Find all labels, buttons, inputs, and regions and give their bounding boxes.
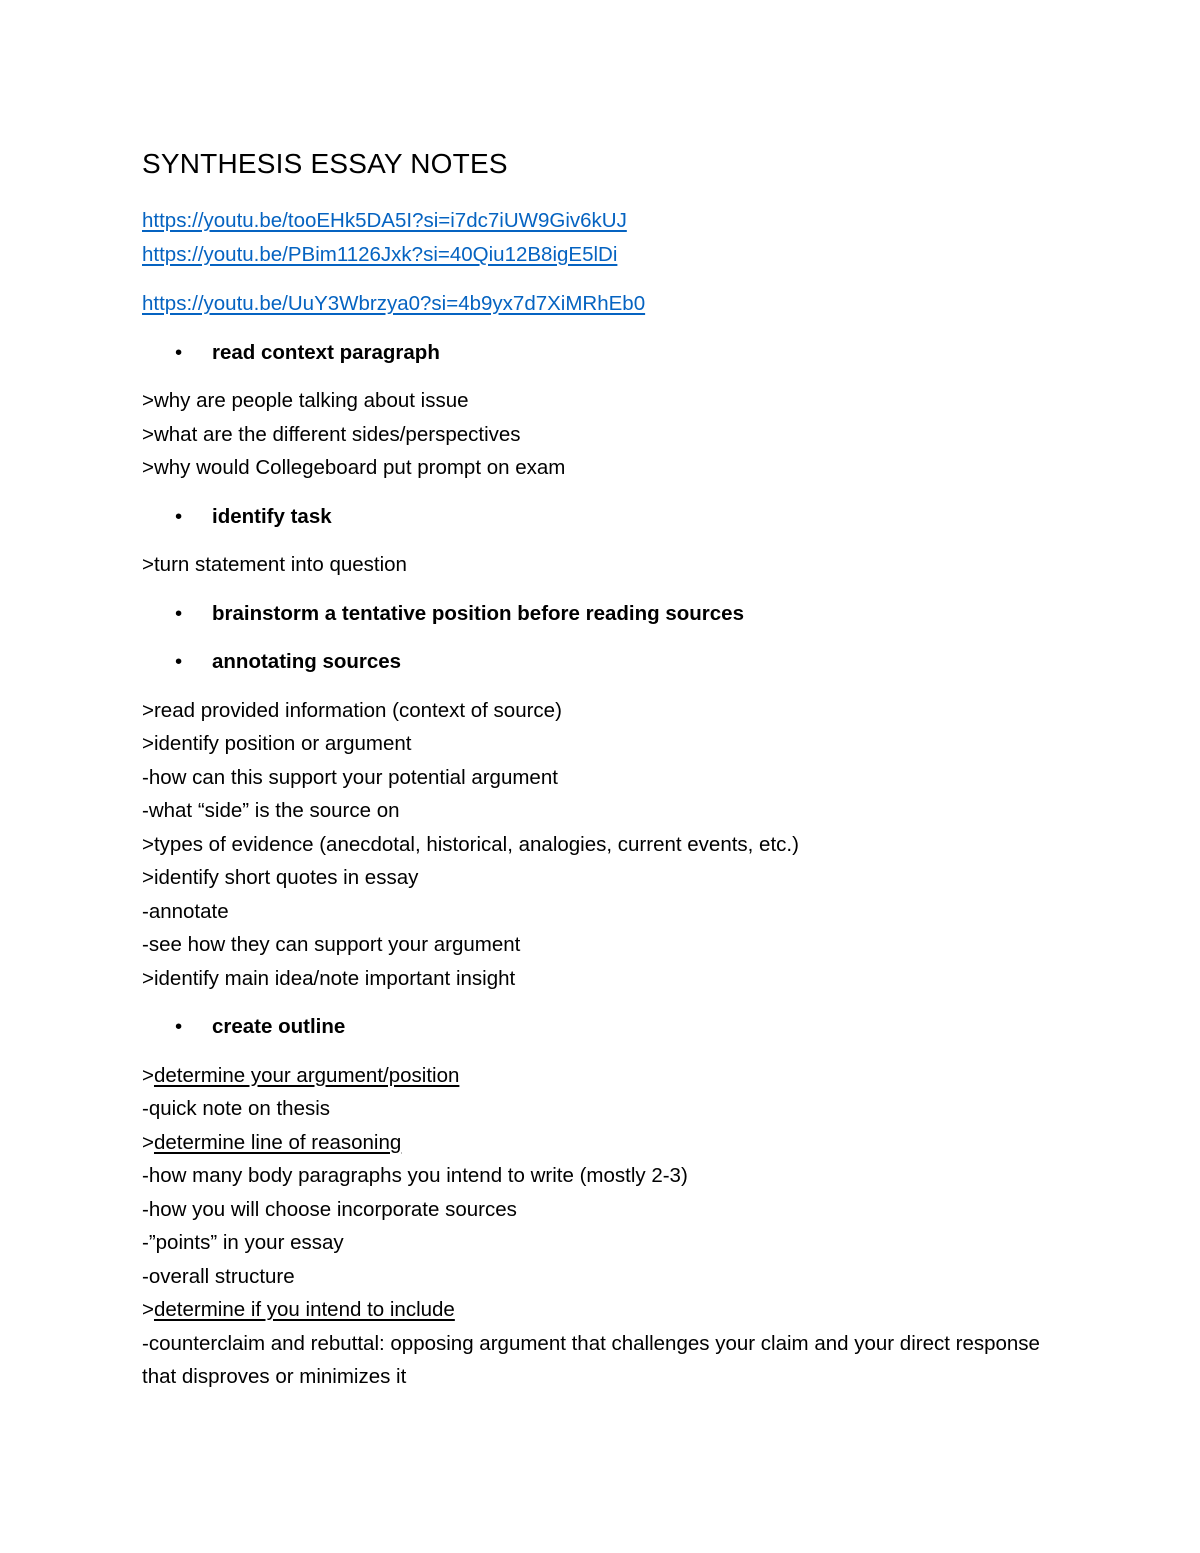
note-line: >identify position or argument xyxy=(142,732,412,755)
bullet-annotating xyxy=(142,645,1042,679)
underlined-subheading: determine line of reasoning xyxy=(153,1130,402,1154)
document-body xyxy=(142,146,1042,1394)
bullet-heading: annotating sources xyxy=(212,650,402,673)
note-line: -how can this support your potential argument xyxy=(142,765,558,789)
spacer xyxy=(142,321,1042,336)
bullet-create-outline xyxy=(142,1010,1042,1044)
outline-subheading-argument xyxy=(142,1059,1042,1093)
document-title: SYNTHESIS ESSAY NOTES xyxy=(142,148,508,179)
arrow-marker: > xyxy=(142,1298,154,1321)
bullet-dot: • xyxy=(175,1015,183,1038)
note-line: -annotate xyxy=(142,899,229,923)
spacer xyxy=(142,582,1042,597)
note-line: >what are the different sides/perspectives xyxy=(142,422,521,446)
note-line: -how many body paragraphs you intend to write (mostly 2-3) xyxy=(142,1164,688,1187)
arrow-marker: > xyxy=(142,1130,154,1154)
note-line: -quick note on thesis xyxy=(142,1097,331,1120)
bullet-heading: create outline xyxy=(212,1015,346,1038)
arrow-marker: > xyxy=(142,1063,154,1087)
note-line: >why are people talking about issue xyxy=(142,389,469,412)
bullet-dot: • xyxy=(175,650,183,673)
video-link-2[interactable]: https://youtu.be/PBim1126Jxk?si=40Qiu12B8igE5lDi xyxy=(142,242,618,266)
bullet-dot: • xyxy=(175,340,183,364)
note-line: -see how they can support your argument xyxy=(142,933,521,956)
spacer xyxy=(142,533,1042,548)
spacer xyxy=(142,679,1042,694)
bullet-dot: • xyxy=(175,504,183,528)
video-link-3[interactable]: https://youtu.be/UuY3Wbrzya0?si=4b9yx7d7XiMRhEb0 xyxy=(142,292,646,315)
note-line: >read provided information (context of source) xyxy=(142,698,562,722)
bullet-heading: brainstorm a tentative position before reading sources xyxy=(212,601,744,625)
bullet-identify-task xyxy=(142,500,1042,534)
note-paragraph: -counterclaim and rebuttal: opposing argument that challenges your claim and your direct response that disproves or minimizes it xyxy=(142,1331,1040,1388)
underlined-subheading: determine if you intend to include xyxy=(153,1298,455,1321)
outline-subheading-reasoning xyxy=(142,1126,1042,1160)
note-line: >identify main idea/note important insight xyxy=(142,966,516,990)
spacer xyxy=(142,271,1042,287)
note-line: >types of evidence (anecdotal, historical, analogies, current events, etc.) xyxy=(142,832,799,856)
spacer xyxy=(142,1044,1042,1059)
note-line: >turn statement into question xyxy=(142,553,407,576)
underlined-subheading: determine your argument/position xyxy=(153,1063,460,1087)
bullet-brainstorm xyxy=(142,597,1042,631)
note-line: >why would Collegeboard put prompt on exam xyxy=(142,456,566,479)
note-line: >identify short quotes in essay xyxy=(142,866,419,889)
note-line: -what “side” is the source on xyxy=(142,799,400,822)
spacer xyxy=(142,630,1042,645)
note-line: -how you will choose incorporate sources xyxy=(142,1197,517,1221)
outline-subheading-include xyxy=(142,1293,1042,1327)
spacer xyxy=(142,369,1042,384)
bullet-heading: read context paragraph xyxy=(212,340,440,364)
bullet-heading: identify task xyxy=(212,504,332,528)
spacer xyxy=(142,995,1042,1010)
note-line: -overall structure xyxy=(142,1264,295,1288)
video-link-1[interactable]: https://youtu.be/tooEHk5DA5I?si=i7dc7iUW9Giv6kUJ xyxy=(142,209,627,232)
bullet-dot: • xyxy=(175,601,183,625)
bullet-read-context xyxy=(142,336,1042,370)
note-line: -”points” in your essay xyxy=(142,1231,344,1254)
spacer xyxy=(142,485,1042,500)
